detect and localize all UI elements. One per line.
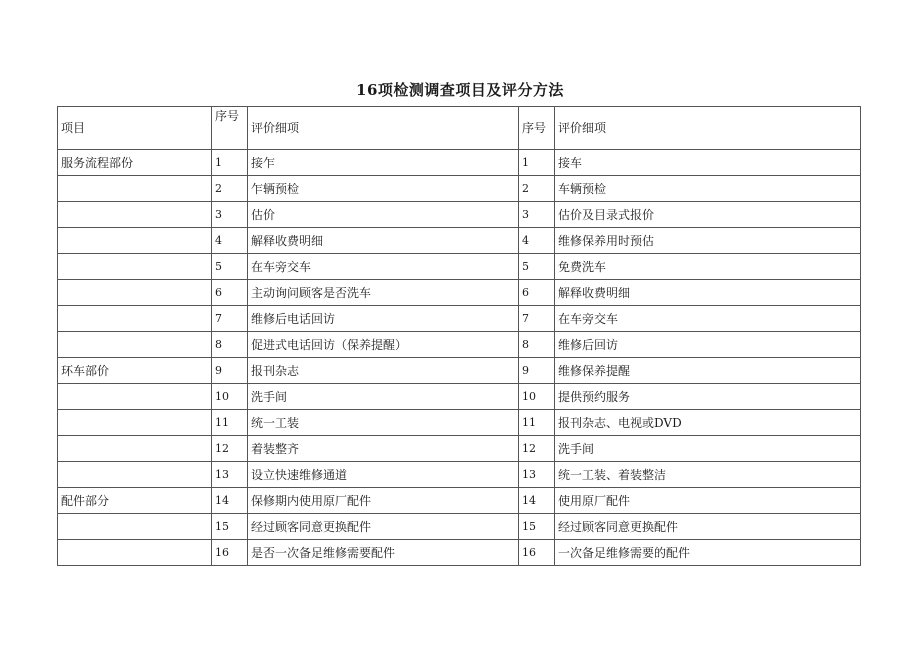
- table-row: [58, 384, 861, 410]
- cell-seq-right: 7: [519, 306, 555, 332]
- table-row: [58, 358, 861, 384]
- cell-category: [58, 384, 212, 410]
- cell-seq-left: 7: [212, 306, 248, 332]
- cell-category: [58, 410, 212, 436]
- table-row: [58, 254, 861, 280]
- cell-detail-left: 报刊杂志: [248, 358, 519, 384]
- cell-detail-left: 是否一次备足维修需要配件: [248, 540, 519, 566]
- cell-seq-left: 4: [212, 228, 248, 254]
- table-row: [58, 514, 861, 540]
- cell-seq-right: 12: [519, 436, 555, 462]
- table-row: [58, 332, 861, 358]
- cell-seq-left: 1: [212, 150, 248, 176]
- cell-category: 环车部价: [58, 358, 212, 384]
- cell-detail-right: 免费洗车: [555, 254, 861, 280]
- cell-detail-left: 经过顾客同意更换配件: [248, 514, 519, 540]
- cell-detail-right: 维修后回访: [555, 332, 861, 358]
- cell-category: [58, 436, 212, 462]
- cell-seq-right: 6: [519, 280, 555, 306]
- header-seq-left: 序号: [212, 107, 248, 150]
- cell-detail-left: 统一工装: [248, 410, 519, 436]
- cell-seq-right: 5: [519, 254, 555, 280]
- cell-seq-left: 2: [212, 176, 248, 202]
- cell-seq-right: 13: [519, 462, 555, 488]
- table-row: [58, 436, 861, 462]
- cell-detail-left: 接乍: [248, 150, 519, 176]
- cell-seq-right: 14: [519, 488, 555, 514]
- table-row: [58, 488, 861, 514]
- cell-detail-left: 洗手间: [248, 384, 519, 410]
- header-detail-left: 评价细项: [248, 107, 519, 150]
- cell-category: 配件部分: [58, 488, 212, 514]
- document-title: 16项检测调查项目及评分方法: [356, 81, 564, 99]
- cell-detail-left: 设立快速维修通道: [248, 462, 519, 488]
- cell-detail-right: 在车旁交车: [555, 306, 861, 332]
- cell-seq-left: 6: [212, 280, 248, 306]
- header-detail-right: 评价细项: [555, 107, 861, 150]
- cell-seq-left: 16: [212, 540, 248, 566]
- table-row: [58, 176, 861, 202]
- cell-detail-right: 车辆预检: [555, 176, 861, 202]
- cell-detail-right: 报刊杂志、电视或DVD: [555, 410, 861, 436]
- cell-seq-left: 3: [212, 202, 248, 228]
- table-row: [58, 462, 861, 488]
- cell-detail-right: 维修保养用时预估: [555, 228, 861, 254]
- cell-seq-left: 13: [212, 462, 248, 488]
- cell-category: [58, 306, 212, 332]
- cell-detail-left: 主动询问顾客是否洗车: [248, 280, 519, 306]
- table-header-row: [58, 107, 861, 150]
- cell-detail-left: 在车旁交车: [248, 254, 519, 280]
- header-category: 项目: [58, 107, 212, 150]
- table-row: [58, 202, 861, 228]
- cell-seq-left: 8: [212, 332, 248, 358]
- table-row: [58, 150, 861, 176]
- cell-detail-right: 估价及目录式报价: [555, 202, 861, 228]
- cell-seq-right: 9: [519, 358, 555, 384]
- cell-seq-right: 1: [519, 150, 555, 176]
- cell-category: [58, 202, 212, 228]
- cell-category: [58, 514, 212, 540]
- cell-seq-right: 16: [519, 540, 555, 566]
- cell-seq-right: 15: [519, 514, 555, 540]
- cell-seq-left: 10: [212, 384, 248, 410]
- cell-seq-left: 14: [212, 488, 248, 514]
- survey-items-table: [57, 106, 861, 566]
- table-row: [58, 280, 861, 306]
- cell-seq-left: 9: [212, 358, 248, 384]
- cell-detail-right: 解释收费明细: [555, 280, 861, 306]
- cell-seq-left: 12: [212, 436, 248, 462]
- cell-detail-right: 洗手间: [555, 436, 861, 462]
- cell-detail-right: 经过顾客同意更换配件: [555, 514, 861, 540]
- cell-detail-right: 接车: [555, 150, 861, 176]
- cell-detail-right: 提供预约服务: [555, 384, 861, 410]
- cell-seq-right: 2: [519, 176, 555, 202]
- cell-category: [58, 540, 212, 566]
- cell-detail-left: 解释收费明细: [248, 228, 519, 254]
- cell-detail-right: 维修保养提醒: [555, 358, 861, 384]
- cell-category: [58, 332, 212, 358]
- cell-category: [58, 176, 212, 202]
- table-row: [58, 228, 861, 254]
- cell-seq-right: 11: [519, 410, 555, 436]
- cell-detail-left: 保修期内使用原厂配件: [248, 488, 519, 514]
- cell-detail-left: 促进式电话回访（保养提醒）: [248, 332, 519, 358]
- cell-detail-right: 统一工装、着装整洁: [555, 462, 861, 488]
- cell-category: 服务流程部份: [58, 150, 212, 176]
- cell-seq-right: 3: [519, 202, 555, 228]
- cell-detail-right: 一次备足维修需要的配件: [555, 540, 861, 566]
- cell-seq-right: 4: [519, 228, 555, 254]
- cell-category: [58, 254, 212, 280]
- cell-category: [58, 280, 212, 306]
- header-seq-right: 序号: [519, 107, 555, 150]
- cell-seq-right: 8: [519, 332, 555, 358]
- cell-seq-left: 15: [212, 514, 248, 540]
- cell-detail-left: 乍辆预检: [248, 176, 519, 202]
- table-row: [58, 306, 861, 332]
- table-row: [58, 410, 861, 436]
- cell-detail-right: 使用原厂配件: [555, 488, 861, 514]
- table-row: [58, 540, 861, 566]
- cell-category: [58, 228, 212, 254]
- cell-detail-left: 估价: [248, 202, 519, 228]
- cell-seq-left: 5: [212, 254, 248, 280]
- cell-category: [58, 462, 212, 488]
- cell-detail-left: 维修后电话回访: [248, 306, 519, 332]
- cell-detail-left: 着装整齐: [248, 436, 519, 462]
- cell-seq-left: 11: [212, 410, 248, 436]
- cell-seq-right: 10: [519, 384, 555, 410]
